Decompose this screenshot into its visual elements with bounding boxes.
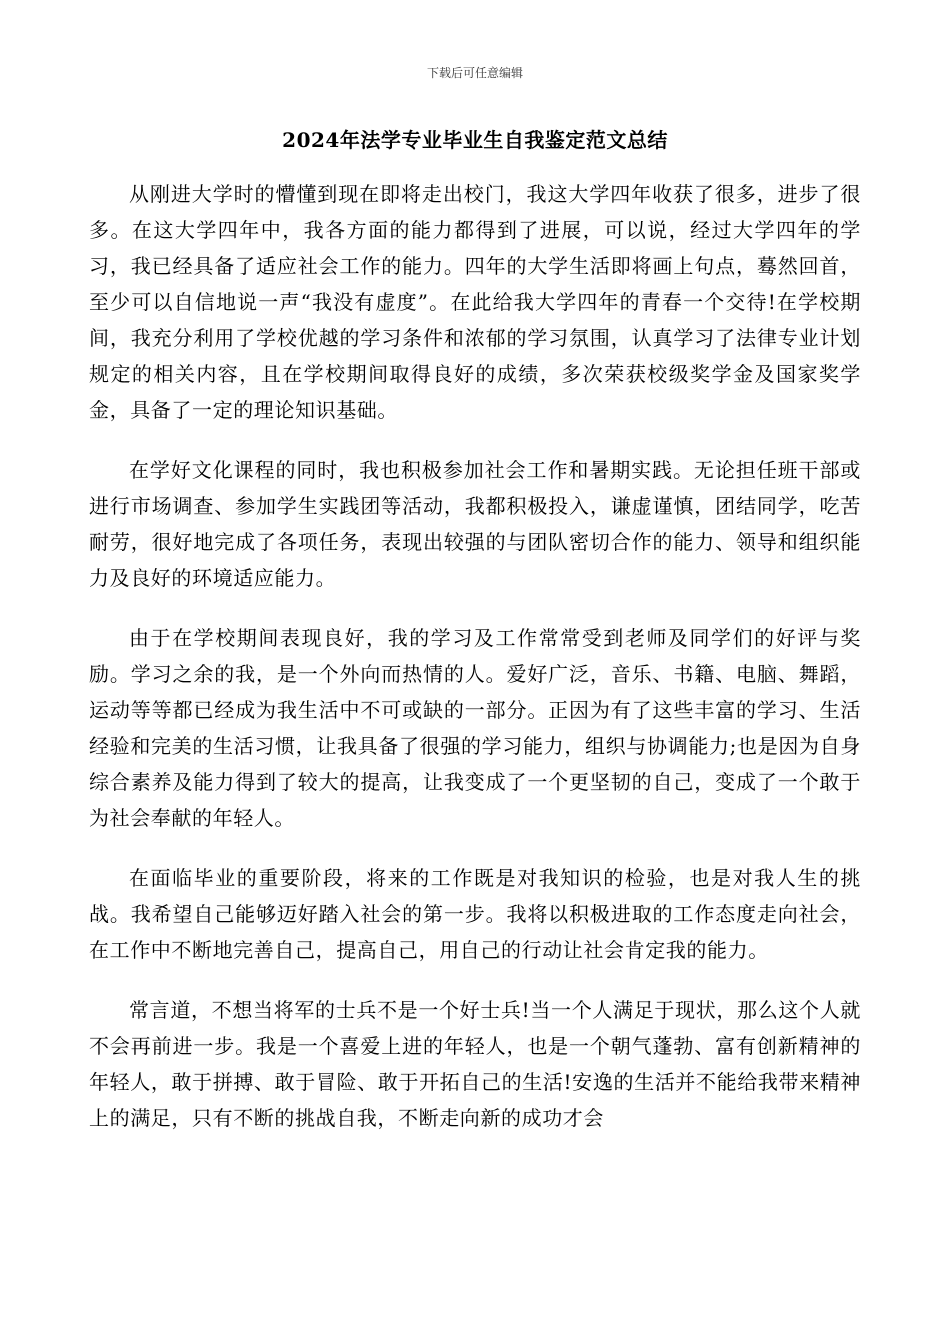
paragraph-5: 常言道，不想当将军的士兵不是一个好士兵!当一个人满足于现状，那么这个人就不会再前进一步。我是一个喜爱上进的年轻人，也是一个朝气蓬勃、富有创新精神的年轻人，敢于拼搏、敢于冒险、敢于开拓自己的生活!安逸的生活并不能给我带来精神上的满足，只有不断的挑战自我，不断走向新的成功才会 (89, 998, 861, 1130)
document-title: 2024年法学专业毕业生自我鉴定范文总结 (282, 128, 668, 152)
paragraph-1: 从刚进大学时的懵懂到现在即将走出校门，我这大学四年收获了很多，进步了很多。在这大学四年中，我各方面的能力都得到了进展，可以说，经过大学四年的学习，我已经具备了适应社会工作的能力。四年的大学生活即将画上句点，蓦然回首，至少可以自信地说一声“我没有虚度”。在此给我大学四年的青春一个交待!在学校期间，我充分利用了学校优越的学习条件和浓郁的学习氛围，认真学习了法律专业计划规定的相关内容，且在学校期间取得良好的成绩，多次荣获校级奖学金及国家奖学金，具备了一定的理论知识基础。 (89, 182, 861, 422)
page-header-note: 下载后可任意编辑 (426, 66, 523, 80)
document-body (89, 176, 861, 1160)
paragraph-4: 在面临毕业的重要阶段，将来的工作既是对我知识的检验，也是对我人生的挑战。我希望自己能够迈好踏入社会的第一步。我将以积极进取的工作态度走向社会，在工作中不断地完善自己，提高自己，用自己的行动让社会肯定我的能力。 (89, 866, 861, 962)
paragraph-2: 在学好文化课程的同时，我也积极参加社会工作和暑期实践。无论担任班干部或进行市场调查、参加学生实践团等活动，我都积极投入，谦虚谨慎，团结同学，吃苦耐劳，很好地完成了各项任务，表现出较强的与团队密切合作的能力、领导和组织能力及良好的环境适应能力。 (89, 458, 861, 590)
paragraph-3: 由于在学校期间表现良好，我的学习及工作常常受到老师及同学们的好评与奖励。学习之余的我，是一个外向而热情的人。爱好广泛，音乐、书籍、电脑、舞蹈，运动等等都已经成为我生活中不可或缺的一部分。正因为有了这些丰富的学习、生活经验和完美的生活习惯，让我具备了很强的学习能力，组织与协调能力;也是因为自身综合素养及能力得到了较大的提高，让我变成了一个更坚韧的自己，变成了一个敢于为社会奉献的年轻人。 (89, 626, 861, 830)
